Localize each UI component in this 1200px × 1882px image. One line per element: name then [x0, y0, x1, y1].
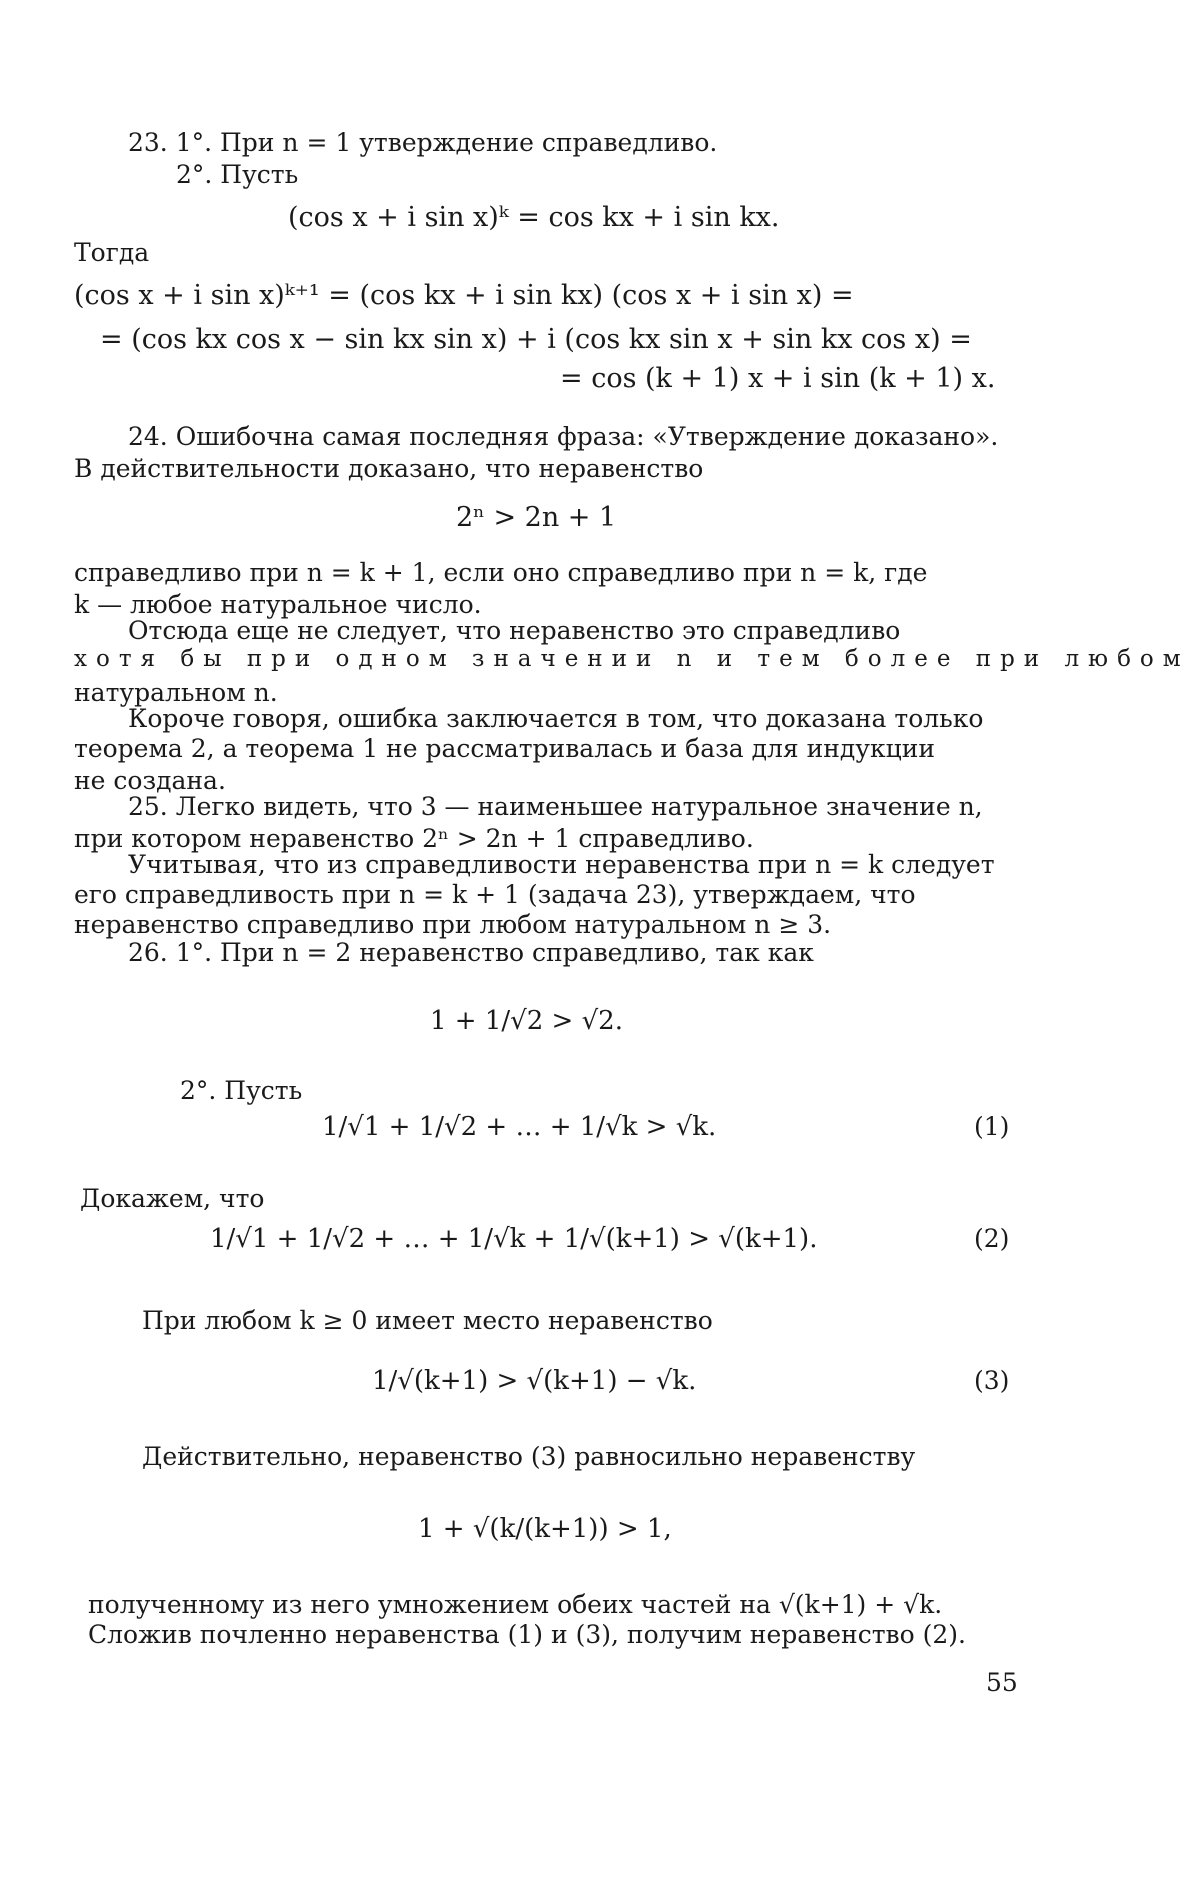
problem-24-text: Короче говоря, ошибка заключается в том, что доказана только — [128, 704, 984, 733]
equation-number-2: (2) — [974, 1224, 1010, 1253]
problem-23-step2: 2°. Пусть — [176, 160, 299, 189]
formula-goal-2: 1/√1 + 1/√2 + … + 1/√k + 1/√(k+1) > √(k+1). — [210, 1224, 818, 1254]
formula-auxiliary-3: 1/√(k+1) > √(k+1) − √k. — [372, 1366, 697, 1396]
problem-24-text: k — любое натуральное число. — [74, 590, 482, 619]
problem-23-step1: 23. 1°. При n = 1 утверждение справедливо. — [128, 128, 718, 157]
problem-24-text: теорема 2, а теорема 1 не рассматривалась и база для индукции — [74, 734, 936, 763]
equation-number-3: (3) — [974, 1366, 1010, 1395]
problem-25-text: неравенство справедливо при любом натуральном n ≥ 3. — [74, 910, 832, 939]
page-number: 55 — [986, 1668, 1018, 1697]
formula-2n-inequality: 2ⁿ > 2n + 1 — [456, 502, 617, 533]
text-obtained-by: полученному из него умножением обеих частей на √(k+1) + √k. — [88, 1590, 943, 1619]
formula-base-case: 1 + 1/√2 > √2. — [430, 1006, 623, 1036]
formula-line-2: = (cos kx cos x − sin kx sin x) + i (cos kx sin x + sin kx cos x) = — [100, 324, 972, 355]
problem-25-text: Учитывая, что из справедливости неравенства при n = k следует — [128, 850, 995, 879]
problem-24-emphasis: хотя бы при одном значении n и тем более при любом — [74, 646, 1190, 672]
formula-hypothesis-1: 1/√1 + 1/√2 + … + 1/√k > √k. — [322, 1112, 717, 1142]
formula-line-1: (cos x + i sin x)ᵏ⁺¹ = (cos kx + i sin kx) (cos x + i sin x) = — [74, 280, 854, 311]
formula-line-3: = cos (k + 1) x + i sin (k + 1) x. — [560, 363, 996, 394]
equation-number-1: (1) — [974, 1112, 1010, 1141]
text-then: Тогда — [74, 238, 150, 267]
problem-24-text: не создана. — [74, 766, 226, 795]
text-prove-that: Докажем, что — [80, 1184, 265, 1213]
text-conclusion: Сложив почленно неравенства (1) и (3), получим неравенство (2). — [88, 1620, 966, 1649]
problem-24-text: натуральном n. — [74, 678, 278, 707]
text-indeed: Действительно, неравенство (3) равносильно неравенству — [142, 1442, 916, 1471]
text-for-any-k: При любом k ≥ 0 имеет место неравенство — [142, 1306, 713, 1335]
problem-24-text: справедливо при n = k + 1, если оно справедливо при n = k, где — [74, 558, 928, 587]
formula-induction-hypothesis: (cos x + i sin x)ᵏ = cos kx + i sin kx. — [288, 202, 780, 233]
problem-24-text: В действительности доказано, что неравенство — [74, 454, 704, 483]
problem-25-text: при котором неравенство 2ⁿ > 2n + 1 справедливо. — [74, 824, 754, 853]
problem-26-heading: 26. 1°. При n = 2 неравенство справедливо, так как — [128, 938, 814, 967]
problem-25-heading: 25. Легко видеть, что 3 — наименьшее натуральное значение n, — [128, 792, 983, 821]
problem-25-text: его справедливость при n = k + 1 (задача 23), утверждаем, что — [74, 880, 916, 909]
problem-24-text: Отсюда еще не следует, что неравенство это справедливо — [128, 616, 901, 645]
problem-24-heading: 24. Ошибочна самая последняя фраза: «Утверждение доказано». — [128, 422, 999, 451]
formula-equivalent: 1 + √(k/(k+1)) > 1, — [418, 1514, 672, 1544]
problem-26-step2: 2°. Пусть — [180, 1076, 303, 1105]
